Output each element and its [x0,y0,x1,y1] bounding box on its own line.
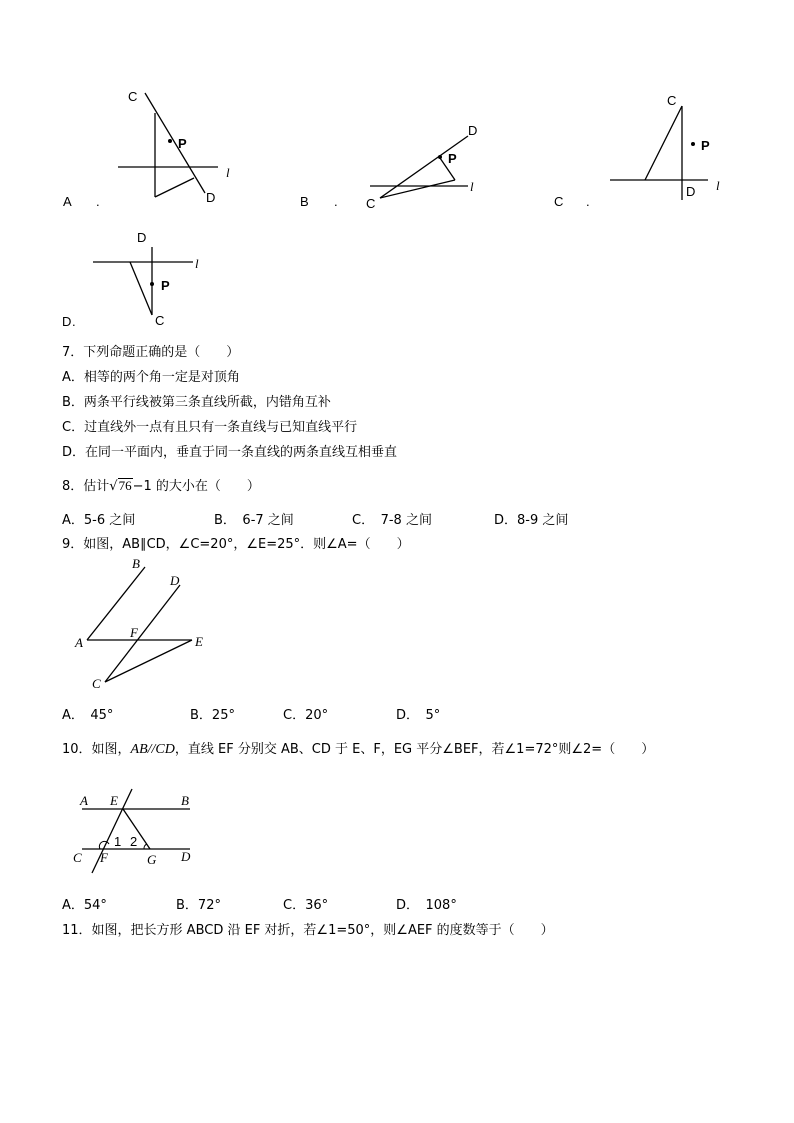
q10-parallel: AB//CD [130,742,175,757]
label-c: C [155,313,165,328]
q7-stem: 7．下列命题正确的是（ ） [62,345,240,360]
label-d: D [686,184,696,199]
q9-figure [70,555,220,695]
q6-option-b-label: B [300,194,309,209]
q9-option-b: B．25° [190,708,235,723]
q9-option-c: C．20° [283,708,329,723]
q6-option-a-label: A [63,194,72,209]
q7-option-c: C．过直线外一点有且只有一条直线与已知直线平行 [62,420,358,435]
q7-option-b: B．两条平行线被第三条直线所截，内错角互补 [62,395,331,410]
q6-option-d-label: D [62,314,72,329]
q6-option-a-dot: . [96,194,100,209]
segment-ce [105,640,192,682]
segment-to-line [155,178,194,197]
q7-option-a: A．相等的两个角一定是对顶角 [62,370,240,385]
point-p-dot [150,282,154,286]
segment-cd [145,93,205,193]
segment-cd [380,136,468,198]
q6-option-c-dot: . [586,194,590,209]
label-d: D [137,230,147,245]
segment-c-foot [380,180,455,198]
label-p: P [161,278,170,293]
label-c: C [92,676,101,691]
label-l: l [470,179,474,194]
q6-figure-c [600,88,730,208]
segment-cd [105,585,180,682]
q6-figure-d [85,225,215,330]
label-c: C [73,850,82,865]
q8-option-a: A．5-6 之间 [62,513,136,528]
label-f: F [130,625,138,640]
label-l: l [195,256,199,271]
q6-option-d-dot: . [72,314,76,329]
label-c: C [667,93,677,108]
label-g: G [147,852,157,867]
q6-figure-b [360,118,490,211]
q10-option-c: C．36° [283,898,329,913]
label-1: 1 [114,834,122,849]
label-d: D [468,123,478,138]
point-p-dot [438,155,442,159]
label-d: D [206,190,216,205]
point-p-dot [168,139,172,143]
label-d: D [181,849,191,864]
q10-stem-before: 10．如图， [62,742,131,757]
q10-stem [62,738,654,758]
q9-option-a: A． 45° [62,708,114,723]
q10-figure [70,785,210,880]
label-p: P [178,136,187,151]
q10-option-d: D． 108° [396,898,457,913]
q7-option-d: D．在同一平面内，垂直于同一条直线的两条直线互相垂直 [62,445,398,460]
q8-option-c: C． 7-8 之间 [352,513,432,528]
q6-figure-a [110,85,240,210]
label-b: B [181,793,189,808]
label-a: A [80,793,88,808]
q10-stem-after: ，直线 EF 分别交 AB、CD 于 E、F，EG 平分∠BEF，若∠1=72°则∠2=（ ） [174,742,655,757]
q10-option-b: B．72° [176,898,221,913]
q8-stem-before: 8．估计 [62,479,110,494]
q9-stem: 9．如图，AB∥CD，∠C=20°，∠E=25°．则∠A=（ ） [62,537,410,552]
slant-segment [130,262,152,315]
label-l: l [226,165,230,180]
q8-stem-after: −1 的大小在（ ） [132,479,260,494]
label-e: E [195,634,203,649]
label-d: D [170,573,180,588]
label-b: B [132,556,140,571]
angle-arc-g [144,844,147,849]
point-p-dot [691,142,695,146]
sqrt-sign: √ [109,479,118,494]
q9-option-d: D． 5° [396,708,441,723]
label-p: P [448,151,457,166]
q8-radicand: 76 [118,478,132,493]
label-f: F [100,850,108,865]
label-c: C [366,196,376,211]
q8-option-d: D．8-9 之间 [494,513,569,528]
label-e: E [110,793,118,808]
label-p: P [701,138,710,153]
label-a: A [75,635,83,650]
q10-option-a: A．54° [62,898,107,913]
label-l: l [716,178,720,193]
q6-option-c-label: C [554,194,564,209]
q11-stem: 11．如图，把长方形 ABCD 沿 EF 对折，若∠1=50°，则∠AEF 的度数等于（ ） [62,923,554,938]
q6-option-b-dot: . [334,194,338,209]
q8-option-b: B． 6-7 之间 [214,513,294,528]
label-2: 2 [130,834,138,849]
slant-segment [645,106,682,180]
label-c: C [128,89,138,104]
q8-stem [62,475,260,494]
